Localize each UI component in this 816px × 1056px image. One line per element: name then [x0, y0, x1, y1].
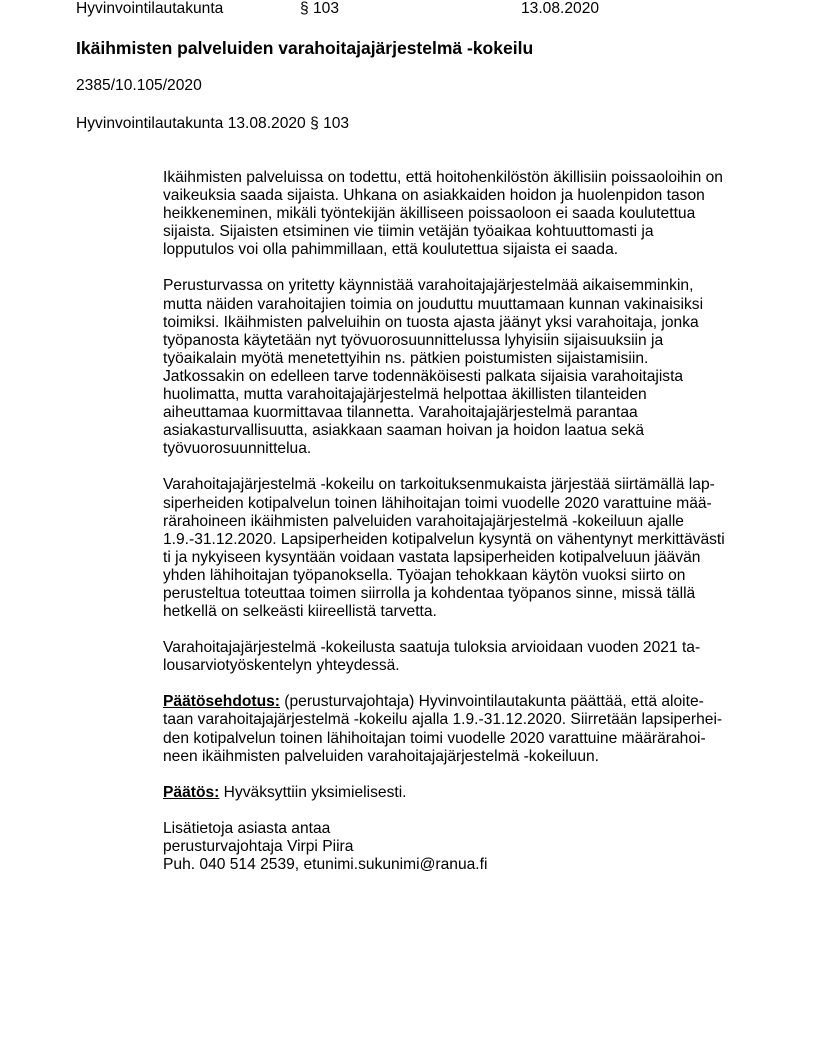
- header-committee: Hyvinvointilautakunta: [76, 0, 224, 17]
- text-line: neen ikäihmisten palveluiden varahoitajajärjestelmä -kokeiluun.: [163, 747, 600, 765]
- text-line: vaikeuksia saada sijaista. Uhkana on asiakkaiden hoidon ja huolenpidon tason: [163, 187, 705, 205]
- text-line: mutta näiden varahoitajien toimia on jouduttu muuttamaan kunnan vakinaisiksi: [163, 295, 704, 313]
- text-line: toimiksi. Ikäihmisten palveluihin on tuosta ajasta jäänyt yksi varahoitaja, jonka: [163, 313, 699, 331]
- text-line: Jatkossakin on edelleen tarve todennäköisesti palkata sijaisia varahoitajista: [163, 367, 684, 385]
- text-line: työaikalain myötä menetettyihin ns. pätkien poistumisten sijaistamisiin.: [163, 349, 649, 367]
- meeting-reference: Hyvinvointilautakunta 13.08.2020 § 103: [76, 115, 350, 132]
- text-line: sijaista. Sijaisten etsiminen vie tiimin vetäjän työaikaa kohtuuttomasti ja: [163, 223, 654, 241]
- text-line: rärahoineen ikäihmisten palveluiden varahoitajajärjestelmä -kokeiluun ajalle: [163, 512, 684, 530]
- record-number: 2385/10.105/2020: [76, 77, 202, 94]
- contact-intro: Lisätietoja asiasta antaa: [163, 819, 331, 837]
- text-line: lopputulos voi olla pahimmillaan, että koulutettua sijaista ei saada.: [163, 241, 619, 259]
- text-line: Varahoitajajärjestelmä -kokeilusta saatuja tuloksia arvioidaan vuoden 2021 ta-: [163, 639, 701, 657]
- text-line: heikkeneminen, mikäli työntekijän äkilliseen poissaoloon ei saada koulutettua: [163, 205, 696, 223]
- text-line: [163, 784, 753, 802]
- text-line: Perusturvassa on yritetty käynnistää varahoitajajärjestelmää aikaisemminkin,: [163, 277, 694, 295]
- header-section-number: § 103: [300, 0, 340, 17]
- text-line: huolimatta, mutta varahoitajajärjestelmä helpottaa äkillisten tilanteiden: [163, 386, 647, 404]
- text-line: Varahoitajajärjestelmä -kokeilu on tarkoituksenmukaista järjestää siirtämällä lap-: [163, 476, 715, 494]
- text-line: Ikäihmisten palveluissa on todettu, että hoitohenkilöstön äkillisiin poissaoloihin on: [163, 169, 723, 186]
- text-line: perusteltua toteuttaa toimen siirrolla ja kohdentaa työpanos sinne, missä tällä: [163, 584, 696, 602]
- text-line: siperheiden kotipalvelun toinen lähihoitajan toimi vuodelle 2020 varattuine mää-: [163, 494, 712, 512]
- proposal-first-line: (perusturvajohtaja) Hyvinvointilautakunta päättää, että aloite-: [279, 693, 704, 711]
- text-line: den kotipalvelun toinen lähihoitajan toimi vuodelle 2020 varattuine määrärahoi-: [163, 729, 706, 747]
- header-date: 13.08.2020: [521, 0, 600, 17]
- decision-label: Päätös:: [163, 783, 220, 801]
- text-line: taan varahoitajajärjestelmä -kokeilu ajalla 1.9.-31.12.2020. Siirretään lapsiperhei-: [163, 711, 723, 729]
- decision-text: Hyväksyttiin yksimielisesti.: [219, 783, 407, 801]
- paragraph-evaluation: [163, 639, 753, 675]
- contact-info: [163, 820, 753, 874]
- paragraph-history: [163, 277, 753, 458]
- text-line: työpanosta käytetään nyt työvuorosuunnittelussa lyhyisiin sijaisuuksiin ja: [163, 331, 664, 349]
- decision: [163, 784, 753, 802]
- paragraph-background: [163, 169, 753, 259]
- proposal-label: Päätösehdotus:: [163, 693, 280, 711]
- text-line: 1.9.-31.12.2020. Lapsiperheiden kotipalvelun kysyntä on vähentynyt merkittävästi: [163, 530, 725, 548]
- decision-proposal: [163, 693, 753, 765]
- paragraph-pilot-arrangement: [163, 476, 753, 621]
- document-header: [76, 0, 776, 20]
- text-line: asiakasturvallisuutta, asiakkaan saaman hoivan ja hoidon laatua sekä: [163, 422, 645, 440]
- text-line: aiheuttamaa kuormittavaa tilannetta. Varahoitajajärjestelmä parantaa: [163, 404, 638, 422]
- text-line: hetkellä on selkeästi kiireellistä tarvetta.: [163, 603, 437, 621]
- text-line: [163, 693, 753, 711]
- text-line: työvuorosuunnittelua.: [163, 440, 312, 458]
- text-line: lousarviotyöskentelyn yhteydessä.: [163, 657, 400, 675]
- document-title: Ikäihmisten palveluiden varahoitajajärjestelmä -kokeilu: [76, 38, 534, 58]
- document-body: [163, 169, 753, 874]
- text-line: ti ja nykyiseen kysyntään voidaan vastata lapsiperheiden kotipalveluun jäävän: [163, 548, 701, 566]
- contact-person: perusturvajohtaja Virpi Piira: [163, 837, 354, 855]
- text-line: yhden lähihoitajan työpanoksella. Työajan tehokkaan käytön vuoksi siirto on: [163, 566, 686, 584]
- contact-details: Puh. 040 514 2539, etunimi.sukunimi@ranua.fi: [163, 856, 488, 873]
